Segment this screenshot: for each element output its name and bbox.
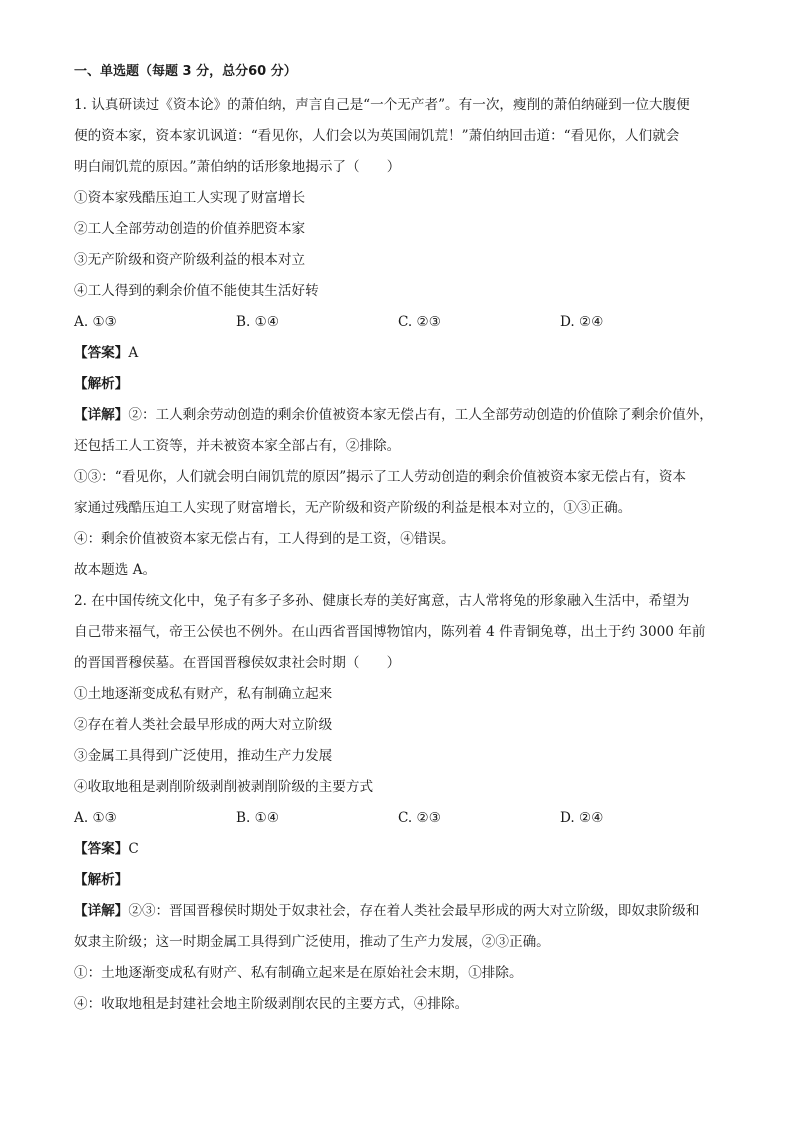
exam-page <box>74 62 724 1020</box>
answer-line <box>74 834 724 865</box>
analysis-tag: 【解析】 <box>74 872 129 888</box>
option-a: A. ①③ <box>74 810 117 826</box>
analysis-line <box>74 865 724 896</box>
option-d: D. ②④ <box>560 810 604 826</box>
explanation-line: 奴隶主阶级；这一时期金属工具得到广泛使用，推动了生产力发展，②③正确。 <box>74 934 550 950</box>
statement-item: ④收取地租是剥削阶级剥削被剥削阶级的主要方式 <box>74 779 374 795</box>
statement-item: ②工人全部劳动创造的价值养肥资本家 <box>74 221 306 237</box>
statement-item: ③金属工具得到广泛使用，推动生产力发展 <box>74 748 333 764</box>
question-2 <box>74 586 724 1020</box>
question-stem-line: 自己带来福气，帝王公侯也不例外。在山西省晋国博物馆内，陈列着 4 件青铜兔尊，出土于约 3000 年前 <box>74 624 706 640</box>
explanation-line: ①③：“看见你，人们就会明白闹饥荒的原因”揭示了工人劳动创造的剩余价值被资本家无偿占有，资本 <box>74 469 687 485</box>
answer-tag: 【答案】 <box>74 841 129 857</box>
statement-item: ①资本家残酷压迫工人实现了财富增长 <box>74 190 306 206</box>
analysis-line <box>74 369 724 400</box>
question-stem-line: 便的资本家，资本家讥讽道：“看见你，人们会以为英国闹饥荒！”萧伯纳回击道：“看见你，人们就会 <box>74 128 680 144</box>
option-c: C. ②③ <box>398 314 441 330</box>
answer-tag: 【答案】 <box>74 345 129 361</box>
option-b: B. ①④ <box>236 810 280 826</box>
explanation-text: ②：工人剩余劳动创造的剩余价值被资本家无偿占有，工人全部劳动创造的价值除了剩余价值外， <box>128 407 713 423</box>
conclusion-line: 故本题选 A。 <box>74 562 157 578</box>
analysis-tag: 【解析】 <box>74 376 129 392</box>
answer-line <box>74 338 724 369</box>
option-c: C. ②③ <box>398 810 441 826</box>
statement-item: ①土地逐渐变成私有财产，私有制确立起来 <box>74 686 333 702</box>
explanation-line <box>74 896 724 927</box>
statement-item: ②存在着人类社会最早形成的两大对立阶级 <box>74 717 333 733</box>
question-stem-line: 的晋国晋穆侯墓。在晋国晋穆侯奴隶社会时期（ ） <box>74 655 401 671</box>
explanation-line: ①：土地逐渐变成私有财产、私有制确立起来是在原始社会末期，①排除。 <box>74 965 523 981</box>
answer-value: C <box>128 841 139 857</box>
statement-item: ③无产阶级和资产阶级利益的根本对立 <box>74 252 306 268</box>
option-a: A. ①③ <box>74 314 117 330</box>
option-b: B. ①④ <box>236 314 280 330</box>
explanation-line: ④：收取地租是封建社会地主阶级剥削农民的主要方式，④排除。 <box>74 996 469 1012</box>
question-stem-line: 1. 认真研读过《资本论》的萧伯纳，声言自己是“一个无产者”。有一次，瘦削的萧伯纳碰到一位大腹便 <box>74 97 690 113</box>
statement-item: ④工人得到的剩余价值不能使其生活好转 <box>74 283 319 299</box>
explanation-text: ②③：晋国晋穆侯时期处于奴隶社会，存在着人类社会最早形成的两大对立阶级，即奴隶阶级和 <box>128 903 700 919</box>
explanation-line: ④：剩余价值被资本家无偿占有，工人得到的是工资，④错误。 <box>74 531 455 547</box>
explanation-line: 还包括工人工资等，并未被资本家全部占有，②排除。 <box>74 438 401 454</box>
explanation-line: 家通过残酷压迫工人实现了财富增长，无产阶级和资产阶级的利益是根本对立的，①③正确。 <box>74 500 632 516</box>
option-d: D. ②④ <box>560 314 604 330</box>
options-row <box>74 307 724 338</box>
section-title: 一、单选题（每题 3 分，总分60 分） <box>74 64 297 79</box>
answer-value: A <box>128 345 139 361</box>
options-row <box>74 803 724 834</box>
question-stem-line: 2. 在中国传统文化中，兔子有多子多孙、健康长寿的美好寓意，古人常将兔的形象融入生活中，希望为 <box>74 593 690 609</box>
question-1 <box>74 90 724 586</box>
detail-tag: 【详解】 <box>74 903 129 919</box>
question-stem-line: 明白闹饥荒的原因。”萧伯纳的话形象地揭示了（ ） <box>74 159 401 175</box>
detail-tag: 【详解】 <box>74 407 129 423</box>
explanation-line <box>74 400 724 431</box>
